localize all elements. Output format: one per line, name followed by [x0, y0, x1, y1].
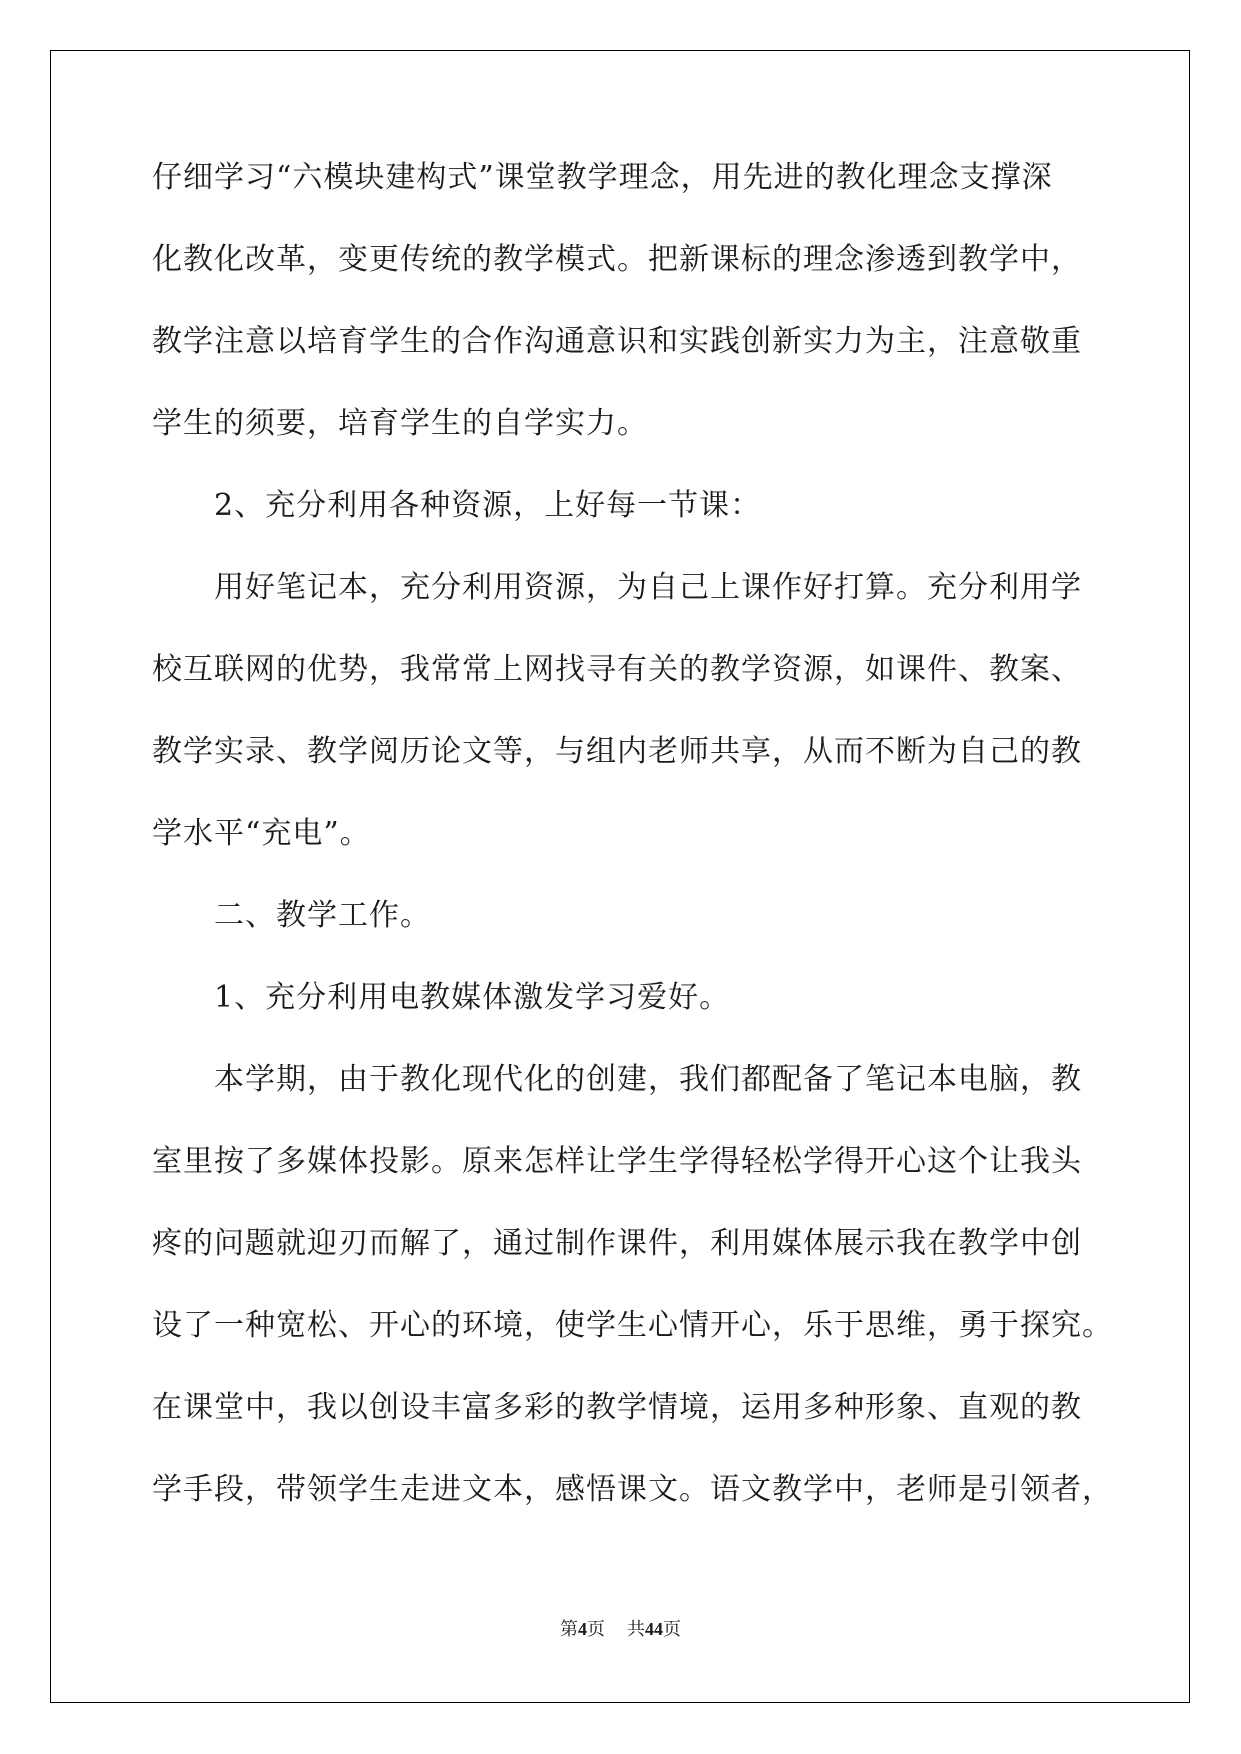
document-body: [152, 160, 1113, 1554]
text-line: 疼的问题就迎刃而解了，通过制作课件，利用媒体展示我在教学中创: [152, 1226, 1082, 1261]
text-line: 2、充分利用各种资源，上好每一节课：: [214, 488, 762, 523]
text-line: 用好笔记本，充分利用资源，为自己上课作好打算。充分利用学: [214, 570, 1082, 605]
page-prefix: 第: [560, 1619, 578, 1639]
total-pages: 44: [645, 1619, 663, 1639]
text-line: 学水平“充电”。: [152, 816, 371, 851]
text-line: 二、教学工作。: [214, 898, 431, 933]
page-suffix: 页: [587, 1619, 605, 1639]
text-line: 1、充分利用电教媒体激发学习爱好。: [214, 980, 731, 1015]
text-line: 教学实录、教学阅历论文等，与组内老师共享，从而不断为自己的教: [152, 734, 1082, 769]
page-footer: [0, 1615, 1241, 1641]
text-line: 仔细学习“六模块建构式”课堂教学理念，用先进的教化理念支撑深: [152, 160, 1053, 195]
text-line: 在课堂中，我以创设丰富多彩的教学情境，运用多种形象、直观的教: [152, 1390, 1082, 1425]
total-suffix: 页: [663, 1619, 681, 1639]
text-line: 学生的须要，培育学生的自学实力。: [152, 406, 648, 441]
text-line: 校互联网的优势，我常常上网找寻有关的教学资源，如课件、教案、: [152, 652, 1082, 687]
text-line: 设了一种宽松、开心的环境，使学生心情开心，乐于思维，勇于探究。: [152, 1308, 1113, 1343]
text-line: 化教化改革，变更传统的教学模式。把新课标的理念渗透到教学中，: [152, 242, 1082, 277]
text-line: 学手段，带领学生走进文本，感悟课文。语文教学中，老师是引领者，: [152, 1472, 1113, 1507]
total-prefix: 共: [627, 1619, 645, 1639]
page-number: 4: [578, 1619, 587, 1639]
text-line: 教学注意以培育学生的合作沟通意识和实践创新实力为主，注意敬重: [152, 324, 1082, 359]
text-line: 本学期，由于教化现代化的创建，我们都配备了笔记本电脑，教: [214, 1062, 1082, 1097]
text-line: 室里按了多媒体投影。原来怎样让学生学得轻松学得开心这个让我头: [152, 1144, 1082, 1179]
